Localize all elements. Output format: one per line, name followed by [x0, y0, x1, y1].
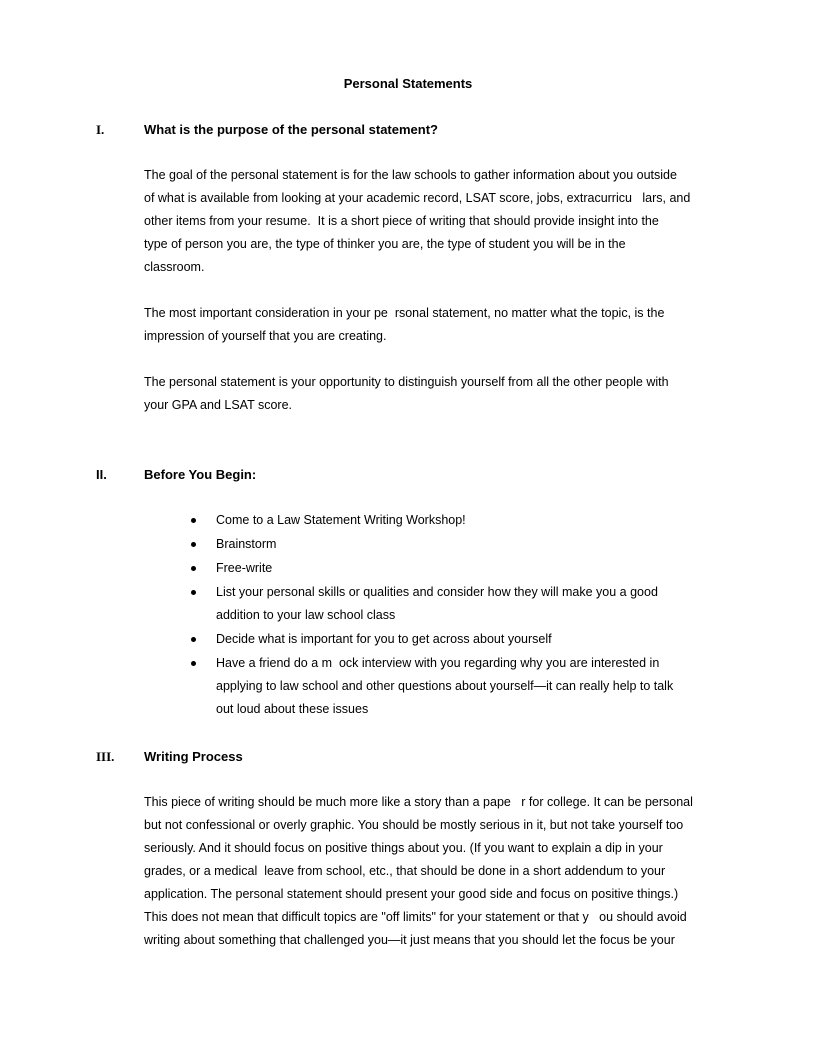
list-item: [0, 557, 816, 580]
document-title: Personal Statements: [343, 76, 473, 91]
text-line: seriously. And it should focus on positive things about you. (If you want to explain a dip in your: [144, 841, 663, 855]
text-line: of what is available from looking at your academic record, LSAT score, jobs, extracurricu lars, and: [144, 191, 691, 205]
section-3-heading: Writing Process: [144, 749, 243, 764]
text-line: other items from your resume. It is a short piece of writing that should provide insight into the: [144, 214, 659, 228]
section-1-paragraph-2: [144, 302, 724, 348]
text-line: grades, or a medical leave from school, etc., that should be done in a short addendum to your: [144, 864, 666, 878]
text-line: The most important consideration in your pe rsonal statement, no matter what the topic, is the: [144, 306, 665, 320]
text-line: This piece of writing should be much more like a story than a pape r for college. It can be personal: [144, 795, 693, 809]
text-line: your GPA and LSAT score.: [144, 398, 292, 412]
text-line: type of person you are, the type of thinker you are, the type of student you will be in the: [144, 237, 626, 251]
list-item-text: Have a friend do a m ock interview with you regarding why you are interested in applying to law school and other questions about yourself—it can really help to talk out loud about these issues: [216, 656, 674, 716]
text-line: but not confessional or overly graphic. You should be mostly serious in it, but not take yourself too: [144, 818, 684, 832]
section-3-numeral: III.: [96, 749, 115, 764]
list-item-text: Come to a Law Statement Writing Workshop!: [216, 513, 466, 527]
section-3-paragraph-1: [144, 791, 724, 952]
list-item: [0, 581, 816, 627]
section-1-numeral: I.: [96, 122, 105, 137]
text-line: The personal statement is your opportunity to distinguish yourself from all the other people with: [144, 375, 669, 389]
section-3-header: [0, 748, 816, 766]
list-item: [0, 509, 816, 532]
text-line: impression of yourself that you are creating.: [144, 329, 387, 343]
bullet-icon: [191, 542, 196, 547]
list-item: [0, 628, 816, 651]
section-1-paragraph-3: [144, 371, 724, 417]
before-you-begin-list: [0, 509, 816, 721]
text-line: application. The personal statement should present your good side and focus on positive things.): [144, 887, 679, 901]
list-item-text: Free-write: [216, 561, 273, 575]
section-2-heading: Before You Begin:: [144, 467, 257, 482]
bullet-icon: [191, 661, 196, 666]
bullet-icon: [191, 518, 196, 523]
section-2-numeral: II.: [96, 467, 107, 482]
list-item-text: List your personal skills or qualities and consider how they will make you a good addition to your law school class: [216, 585, 658, 622]
text-line: This does not mean that difficult topics are "off limits" for your statement or that y ou should avoid: [144, 910, 687, 924]
bullet-icon: [191, 590, 196, 595]
section-1-header: [0, 121, 816, 139]
text-line: The goal of the personal statement is for the law schools to gather information about you outside: [144, 168, 677, 182]
list-item: [0, 533, 816, 556]
list-item: [0, 652, 816, 721]
list-item-text: Brainstorm: [216, 537, 277, 551]
text-line: classroom.: [144, 260, 205, 274]
section-1-paragraph-1: [144, 164, 724, 279]
bullet-icon: [191, 566, 196, 571]
text-line: writing about something that challenged you—it just means that you should let the focus be your: [144, 933, 675, 947]
section-2-header: [0, 466, 816, 484]
section-1-heading: What is the purpose of the personal statement?: [144, 122, 438, 137]
bullet-icon: [191, 637, 196, 642]
list-item-text: Decide what is important for you to get across about yourself: [216, 632, 552, 646]
